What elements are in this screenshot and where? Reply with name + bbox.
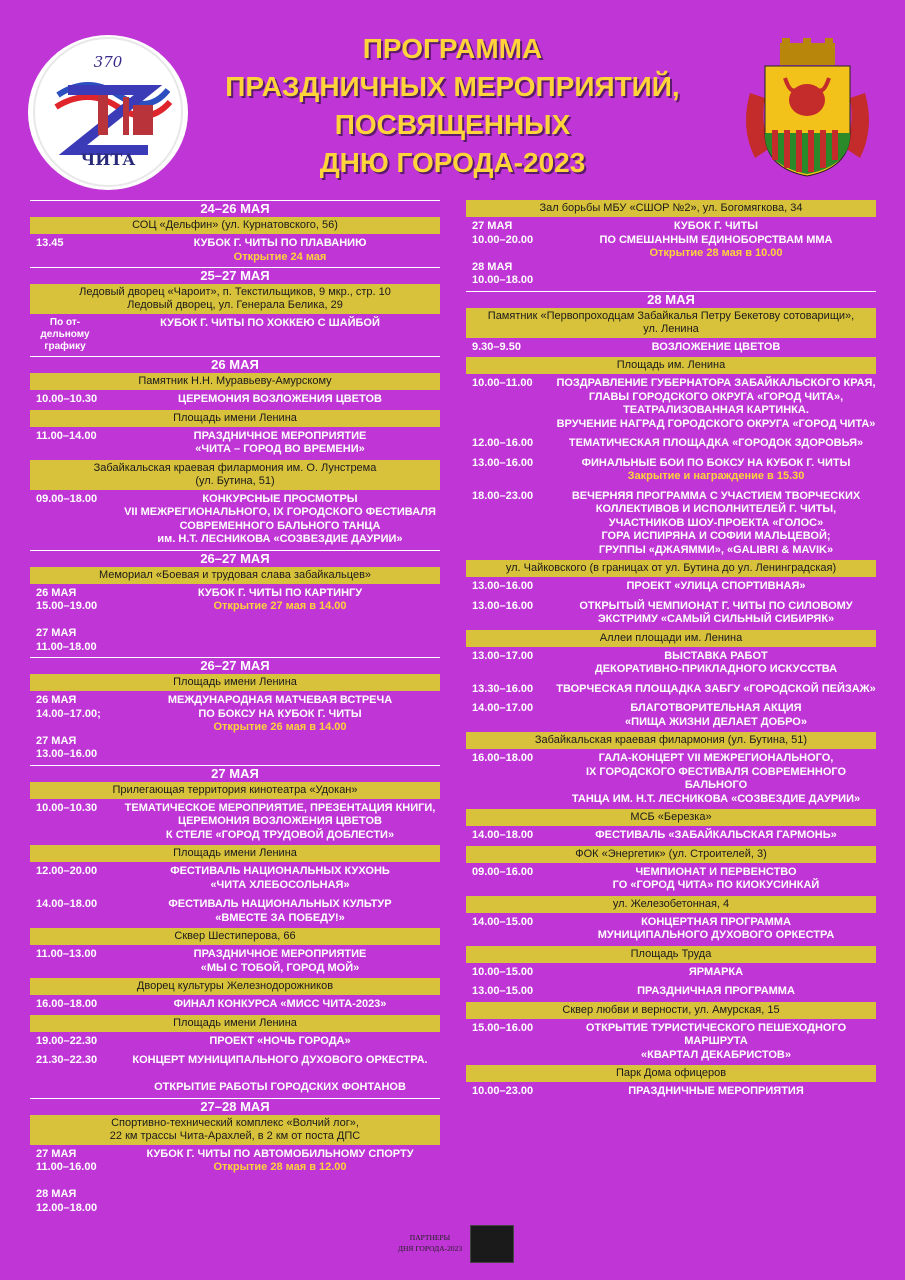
venue-bar: Забайкальская краевая филармония им. О. Лунстрема (ул. Бутина, 51) [30,460,440,490]
event-title: ФЕСТИВАЛЬ «ЗАБАЙКАЛЬСКАЯ ГАРМОНЬ» [595,829,837,841]
event-title: ВОЗЛОЖЕНИЕ ЦВЕТОВ [651,340,781,353]
page-title [200,30,705,182]
event-time: 14.00–15.00 [472,915,534,928]
event-title: КОНЦЕРТНАЯ ПРОГРАММА МУНИЦИПАЛЬНОГО ДУХОВОГО ОРКЕСТРА [597,915,835,941]
event-row [30,945,440,978]
venue-bar: ул. Чайковского (в границах от ул. Бутина до ул. Ленинградская) [466,560,876,577]
event-time: 26 МАЯ 15.00–19.00 27 МАЯ 11.00–18.00 [36,586,98,653]
event-time: 14.00–18.00 [36,898,98,910]
date-heading: 26–27 МАЯ [30,657,440,674]
venue-bar: Спортивно-технический комплекс «Волчий лог», 22 км трассы Чита-Арахлей, в 2 км от поста ДПС [30,1115,440,1145]
event-opening-note: Открытие 27 мая в 14.00 [213,600,347,612]
event-row [30,584,440,658]
event-row [466,1019,876,1066]
venue-bar: ФОК «Энергетик» (ул. Строителей, 3) [466,846,876,863]
event-time: 10.00–23.00 [472,1085,534,1097]
event-time: 13.00–16.00 [472,456,534,469]
event-row [466,597,876,630]
event-row [466,982,876,1002]
venue-bar: Площадь имени Ленина [30,1015,440,1032]
date-heading: 26 МАЯ [30,356,440,373]
event-time: 27 МАЯ 11.00–16.00 28 МАЯ 12.00–18.00 [36,1147,98,1214]
event-time: 13.00–17.00 [472,649,534,662]
venue-bar: Площадь им. Ленина [466,357,876,374]
date-heading: 27–28 МАЯ [30,1098,440,1115]
event-opening-note: Открытие 26 мая в 14.00 [213,721,347,733]
event-time: 10.00–11.00 [472,377,533,389]
event-title: КУБОК Г. ЧИТЫ ПО АВТОМОБИЛЬНОМУ СПОРТУ [146,1147,414,1160]
event-time: 13.45 [36,237,64,249]
event-time: 10.00–10.30 [36,801,98,814]
event-time: 14.00–17.00 [472,702,534,714]
event-title: ТВОРЧЕСКАЯ ПЛОЩАДКА ЗАБГУ «ГОРОДСКОЙ ПЕЙЗАЖ» [556,682,876,695]
event-title: ЯРМАРКА [688,965,744,978]
event-time: 9.30–9.50 [472,340,521,353]
event-title: КУБОК Г. ЧИТЫ ПО КАРТИНГУ [197,586,363,599]
event-title: ПРОЕКТ «УЛИЦА СПОРТИВНАЯ» [626,580,806,592]
event-time: 12.00–20.00 [36,865,98,877]
program-column-right [466,200,876,1102]
event-title: ПРАЗДНИЧНАЯ ПРОГРАММА [637,985,795,997]
event-row [466,454,876,487]
date-heading: 26–27 МАЯ [30,550,440,567]
event-time: По от- дельному графику [40,317,90,352]
partner-logo [470,1225,514,1263]
event-row [466,577,876,597]
event-title: КУБОК Г. ЧИТЫ ПО ХОККЕЮ С ШАЙБОЙ [160,317,380,329]
event-time: 16.00–18.00 [36,998,98,1010]
event-title: ПРОЕКТ «НОЧЬ ГОРОДА» [209,1034,351,1047]
event-title: КУБОК Г. ЧИТЫ ПО ПЛАВАНИЮ [193,237,367,249]
event-row [466,749,876,809]
title-line: ПРАЗДНИЧНЫХ МЕРОПРИЯТИЙ, [225,71,680,102]
event-title: ТЕМАТИЧЕСКАЯ ПЛОЩАДКА «ГОРОДОК ЗДОРОВЬЯ» [568,437,864,449]
event-time: 18.00–23.00 [472,489,534,502]
title-line: ДНЮ ГОРОДА-2023 [319,147,586,178]
event-row [30,1051,440,1098]
event-title: ПРАЗДНИЧНОЕ МЕРОПРИЯТИЕ «МЫ С ТОБОЙ, ГОРОД МОЙ» [193,948,367,974]
event-row [466,217,876,291]
date-heading: 25–27 МАЯ [30,267,440,284]
event-title: ЦЕРЕМОНИЯ ВОЗЛОЖЕНИЯ ЦВЕТОВ [178,393,382,405]
venue-bar: Прилегающая территория кинотеатра «Удокан» [30,782,440,799]
venue-bar: Зал борьбы МБУ «СШОР №2», ул. Богомягкова, 34 [466,200,876,217]
event-time: 12.00–16.00 [472,437,534,449]
program-column-left [30,200,440,1218]
title-line: ПРОГРАММА [362,33,543,64]
event-title: ВЫСТАВКА РАБОТ ДЕКОРАТИВНО-ПРИКЛАДНОГО ИСКУССТВА [594,649,838,675]
coat-of-arms-emblem [740,38,875,178]
event-row [466,374,876,434]
event-title: ВЕЧЕРНЯЯ ПРОГРАММА С УЧАСТИЕМ ТВОРЧЕСКИХ КОЛЛЕКТИВОВ И ИСПОЛНИТЕЛЕЙ Г. ЧИТЫ, УЧАСТНИКОВ ШОУ-ПРОЕКТА «ГОЛОС» ГОРА ИСПИРЯНА И СОФИИ МАЛЬЦЕВОЙ; ГРУППЫ «ДЖАЯММИ», «GALIBRI & MAVIK» [571,489,861,556]
event-row [466,913,876,946]
venue-bar: Памятник «Первопроходцам Забайкалья Петру Бекетову сотоварищи», ул. Ленина [466,308,876,338]
event-row [466,647,876,680]
date-heading: 24–26 МАЯ [30,200,440,217]
event-time: 26 МАЯ 14.00–17.00; 27 МАЯ 13.00–16.00 [36,694,101,760]
venue-bar: Площадь имени Ленина [30,845,440,862]
partners-caption: ПАРТНЕРЫ ДНЯ ГОРОДА-2023 [397,1233,463,1253]
venue-bar: Забайкальская краевая филармония (ул. Бутина, 51) [466,732,876,749]
event-row [466,699,876,732]
event-opening-note: Открытие 28 мая в 12.00 [213,1161,347,1173]
event-row [466,487,876,561]
event-title: ФЕСТИВАЛЬ НАЦИОНАЛЬНЫХ КУЛЬТУР «ВМЕСТЕ ЗА ПОБЕДУ!» [168,898,392,924]
title-line: ПОСВЯЩЕННЫХ [334,109,571,140]
event-row [30,691,440,765]
event-row [466,1082,876,1102]
event-row [466,680,876,700]
event-time: 11.00–13.00 [36,948,97,960]
event-time: 16.00–18.00 [472,752,534,764]
event-time: 21.30–22.30 [36,1054,98,1066]
venue-bar: Сквер любви и верности, ул. Амурская, 15 [466,1002,876,1019]
event-title: ПРАЗДНИЧНЫЕ МЕРОПРИЯТИЯ [628,1085,804,1097]
event-row [30,995,440,1015]
logo-city: ЧИТА [80,150,136,169]
event-time: 11.00–14.00 [36,429,97,442]
event-time: 13.30–16.00 [472,682,534,695]
event-time: 14.00–18.00 [472,829,534,841]
venue-bar: МСБ «Березка» [466,809,876,826]
event-row [466,434,876,454]
event-title: ГАЛА-КОНЦЕРТ VII МЕЖРЕГИОНАЛЬНОГО, IX ГОРОДСКОГО ФЕСТИВАЛЯ СОВРЕМЕННОГО БАЛЬНОГО ТАНЦА ИМ. Н.Т. ЛЕСНИКОВА «СОЗВЕЗДИЕ ДАУРИИ» [571,752,861,805]
event-time: 13.00–15.00 [472,985,534,997]
event-row [30,234,440,267]
event-row [30,1145,440,1219]
date-heading: 28 МАЯ [466,291,876,308]
event-row [30,427,440,460]
event-time: 13.00–16.00 [472,599,534,612]
event-title: ФИНАЛЬНЫЕ БОИ ПО БОКСУ НА КУБОК Г. ЧИТЫ [581,456,851,469]
venue-bar: Площадь имени Ленина [30,410,440,427]
event-row [30,490,440,550]
event-opening-note: Закрытие и награждение в 15.30 [627,470,805,482]
event-title: ЧЕМПИОНАТ И ПЕРВЕНСТВО ГО «ГОРОД ЧИТА» ПО КИОКУСИНКАЙ [612,865,820,891]
event-title: КОНЦЕРТ МУНИЦИПАЛЬНОГО ДУХОВОГО ОРКЕСТРА. ОТКРЫТИЕ РАБОТЫ ГОРОДСКИХ ФОНТАНОВ [132,1054,428,1093]
venue-bar: Площадь имени Ленина [30,674,440,691]
event-title: БЛАГОТВОРИТЕЛЬНАЯ АКЦИЯ «ПИЩА ЖИЗНИ ДЕЛАЕТ ДОБРО» [625,702,807,728]
event-time: 10.00–15.00 [472,965,534,978]
venue-bar: СОЦ «Дельфин» (ул. Курнатовского, 56) [30,217,440,234]
event-title: ТЕМАТИЧЕСКОЕ МЕРОПРИЯТИЕ, ПРЕЗЕНТАЦИЯ КНИГИ, ЦЕРЕМОНИЯ ВОЗЛОЖЕНИЯ ЦВЕТОВ К СТЕЛЕ «ГОРОД ТРУДОВОЙ ДОБЛЕСТИ» [124,801,436,841]
event-row [466,338,876,358]
venue-bar: Площадь Труда [466,946,876,963]
event-row [30,799,440,846]
event-title: ПРАЗДНИЧНОЕ МЕРОПРИЯТИЕ «ЧИТА – ГОРОД ВО ВРЕМЕНИ» [193,429,367,455]
date-heading: 27 МАЯ [30,765,440,782]
event-row [466,826,876,846]
venue-bar: Дворец культуры Железнодорожников [30,978,440,995]
event-time: 09.00–16.00 [472,865,534,878]
event-title: КОНКУРСНЫЕ ПРОСМОТРЫ VII МЕЖРЕГИОНАЛЬНОГО, IX ГОРОДСКОГО ФЕСТИВАЛЯ СОВРЕМЕННОГО БАЛЬНОГО ТАНЦА им. Н.Т. ЛЕСНИКОВА «СОЗВЕЗДИЕ ДАУРИИ» [124,492,436,545]
event-time: 13.00–16.00 [472,580,534,592]
event-title: ПОЗДРАВЛЕНИЕ ГУБЕРНАТОРА ЗАБАЙКАЛЬСКОГО КРАЯ, ГЛАВЫ ГОРОДСКОГО ОКРУГА «ГОРОД ЧИТА», ТЕАТРАЛИЗОВАННАЯ КАРТИНКА. ВРУЧЕНИЕ НАГРАД ГОРОДСКОГО ОКРУГА «ГОРОД ЧИТА» [556,377,876,430]
venue-bar: Аллеи площади им. Ленина [466,630,876,647]
event-row [30,862,440,895]
event-row [466,963,876,983]
event-title: МЕЖДУНАРОДНАЯ МАТЧЕВАЯ ВСТРЕЧА ПО БОКСУ НА КУБОК Г. ЧИТЫ [167,694,393,720]
event-opening-note: Открытие 24 мая [233,250,327,263]
event-title: ОТКРЫТИЕ ТУРИСТИЧЕСКОГО ПЕШЕХОДНОГО МАРШРУТА «КВАРТАЛ ДЕКАБРИСТОВ» [585,1021,847,1061]
venue-bar: ул. Железобетонная, 4 [466,896,876,913]
venue-bar: Мемориал «Боевая и трудовая слава забайкальцев» [30,567,440,584]
event-title: ФИНАЛ КОНКУРСА «МИСС ЧИТА-2023» [173,998,387,1010]
event-title: ОТКРЫТЫЙ ЧЕМПИОНАТ Г. ЧИТЫ ПО СИЛОВОМУ ЭКСТРИМУ «САМЫЙ СИЛЬНЫЙ СИБИРЯК» [579,599,853,625]
event-row [466,863,876,896]
event-time: 09.00–18.00 [36,492,98,505]
logo-years: 370 [93,53,123,71]
event-title: ФЕСТИВАЛЬ НАЦИОНАЛЬНЫХ КУХОНЬ «ЧИТА ХЛЕБОСОЛЬНАЯ» [170,865,390,891]
event-time: 19.00–22.30 [36,1034,98,1047]
event-time: 15.00–16.00 [472,1021,534,1034]
event-row [30,390,440,410]
event-opening-note: Открытие 28 мая в 10.00 [649,247,783,259]
city-day-logo [28,35,188,190]
event-row [30,1032,440,1052]
venue-bar: Ледовый дворец «Чароит», п. Текстильщиков, 9 мкр., стр. 10 Ледовый дворец, ул. Генерала Белика, 29 [30,284,440,314]
event-row [30,895,440,928]
event-time: 27 МАЯ 10.00–20.00 28 МАЯ 10.00–18.00 [472,220,534,286]
event-time: 10.00–10.30 [36,393,98,405]
venue-bar: Парк Дома офицеров [466,1065,876,1082]
venue-bar: Памятник Н.Н. Муравьеву-Амурскому [30,373,440,390]
event-title: КУБОК Г. ЧИТЫ ПО СМЕШАННЫМ ЕДИНОБОРСТВАМ ММА [599,220,833,246]
event-row [30,314,440,356]
venue-bar: Сквер Шестиперова, 66 [30,928,440,945]
